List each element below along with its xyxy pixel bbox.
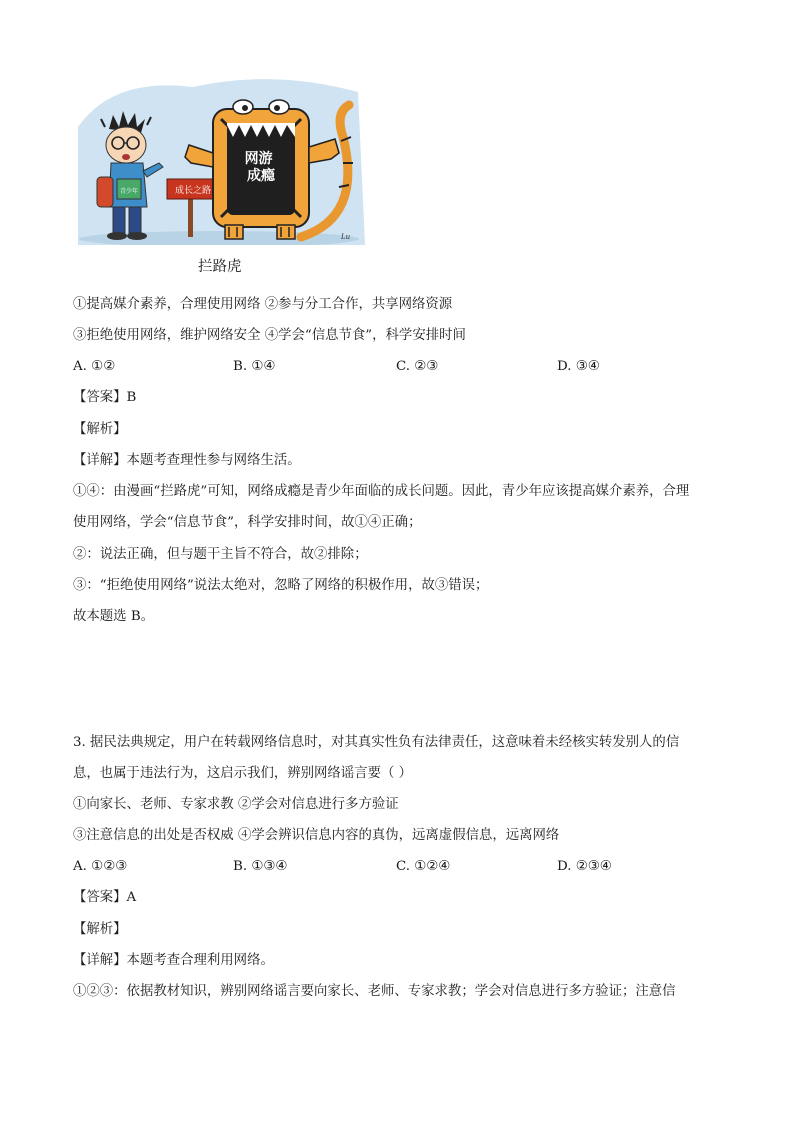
q3-option-d: D. ②③④ xyxy=(557,859,612,874)
q3-detail: 【详解】本题考查合理利用网络。 xyxy=(73,953,274,968)
q2-option-b: B. ①④ xyxy=(233,359,276,374)
q2-explanation: ③：“拒绝使用网络”说法太绝对，忽略了网络的积极作用，故③错误； xyxy=(73,578,489,593)
q2-option-c: C. ②③ xyxy=(396,359,439,374)
q2-explanation: ②：说法正确，但与题干主旨不符合，故②排除； xyxy=(73,547,368,562)
q2-conclusion: 故本题选 B。 xyxy=(73,609,155,624)
q3-statement-line: ③注意信息的出处是否权威 ④学会辨识信息内容的真伪，远离虚假信息，远离网络 xyxy=(73,828,560,843)
q3-analysis-label: 【解析】 xyxy=(73,922,127,937)
q2-option-a: A. ①② xyxy=(73,359,116,374)
q3-option-a: A. ①②③ xyxy=(73,859,128,874)
q2-option-d: D. ③④ xyxy=(557,359,600,374)
q2-explanation: 使用网络，学会“信息节食”，科学安排时间，故①④正确； xyxy=(73,515,422,530)
book-label: 青少年 xyxy=(119,188,139,195)
q2-explanation: ①④：由漫画“拦路虎”可知，网络成瘾是青少年面临的成长问题。因此，青少年应该提高媒介素养，合理 xyxy=(73,484,690,499)
q2-statement-line: ③拒绝使用网络，维护网络安全 ④学会“信息节食”，科学安排时间 xyxy=(73,328,466,343)
artist-signature: Lu xyxy=(341,233,351,241)
sign-label: 成长之路 xyxy=(174,186,212,196)
q3-statement-line: ①向家长、老师、专家求教 ②学会对信息进行多方验证 xyxy=(73,797,399,812)
q3-stem: 3. 据民法典规定，用户在转载网络信息时，对其真实性负有法律责任，这意味着未经核实转发别人的信 xyxy=(73,735,680,750)
q3-stem: 息，也属于违法行为，这启示我们，辨别网络谣言要（ ） xyxy=(73,766,413,781)
cartoon-illustration xyxy=(73,67,365,245)
screen-text: 网游 成瘾 xyxy=(244,151,275,184)
figure-caption: 拦路虎 xyxy=(198,259,242,275)
q2-statement-line: ①提高媒介素养，合理使用网络 ②参与分工合作，共享网络资源 xyxy=(73,297,453,312)
q2-detail: 【详解】本题考查理性参与网络生活。 xyxy=(73,453,301,468)
q2-analysis-label: 【解析】 xyxy=(73,422,127,437)
q3-option-b: B. ①③④ xyxy=(233,859,288,874)
q3-answer: 【答案】A xyxy=(73,890,137,905)
q2-answer: 【答案】B xyxy=(73,390,137,405)
q3-explanation: ①②③：依据教材知识，辨别网络谣言要向家长、老师、专家求教；学会对信息进行多方验证；注意信 xyxy=(73,984,676,999)
q3-option-c: C. ①②④ xyxy=(396,859,451,874)
